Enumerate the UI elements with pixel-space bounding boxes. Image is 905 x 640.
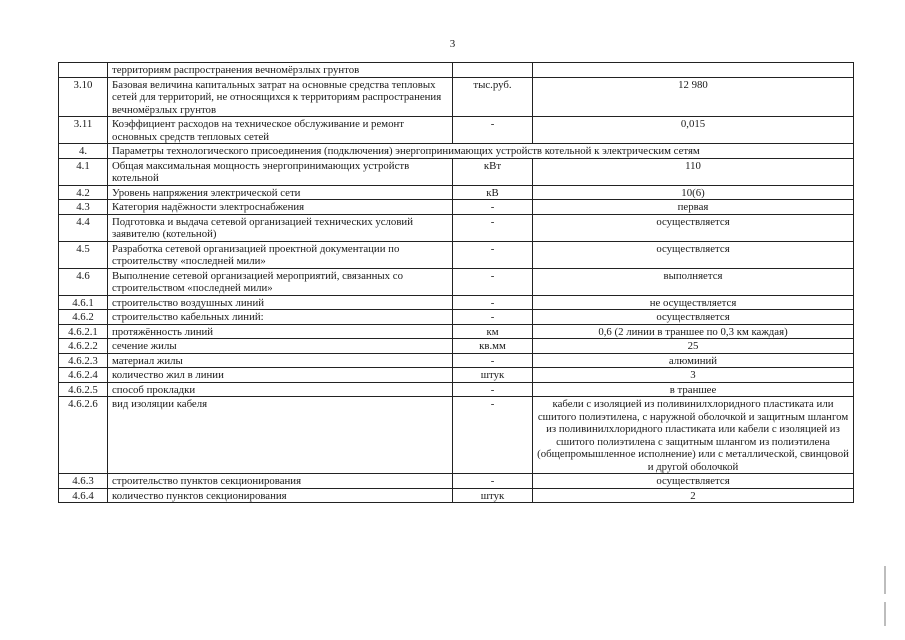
parameter-name-cell: Подготовка и выдача сетевой организацией технических условий заявителю (котельной) [108,214,453,241]
value-cell: выполняется [533,268,854,295]
row-number-cell: 4. [59,144,108,159]
table-row [59,158,854,185]
row-number-cell: 4.6.2.3 [59,353,108,368]
row-number-cell: 4.6.2.6 [59,397,108,474]
parameter-name-cell: строительство кабельных линий: [108,310,453,325]
value-cell [533,63,854,78]
row-number-cell [59,63,108,78]
value-cell: не осуществляется [533,295,854,310]
table-row [59,353,854,368]
row-number-cell: 4.6.2.5 [59,382,108,397]
table-row [59,295,854,310]
table-row [59,488,854,503]
value-cell: алюминий [533,353,854,368]
unit-cell: - [453,117,533,144]
value-cell: 12 980 [533,77,854,117]
table-row [59,185,854,200]
parameter-name-cell: сечение жилы [108,339,453,354]
parameter-name-cell: Категория надёжности электроснабжения [108,200,453,215]
parameter-name-cell: Базовая величина капитальных затрат на основные средства тепловых сетей для территорий, не относящихся к территориям распространения вечномёрзлых грунтов [108,77,453,117]
unit-cell: - [453,382,533,397]
parameter-name-cell: вид изоляции кабеля [108,397,453,474]
unit-cell: км [453,324,533,339]
table-row [59,214,854,241]
value-cell: 110 [533,158,854,185]
unit-cell [453,63,533,78]
unit-cell: - [453,295,533,310]
row-number-cell: 4.6.2.4 [59,368,108,383]
parameter-name-cell: материал жилы [108,353,453,368]
parameter-name-cell: способ прокладки [108,382,453,397]
parameter-name-cell: Разработка сетевой организацией проектной документации по строительству «последней мили» [108,241,453,268]
table-row [59,382,854,397]
row-number-cell: 4.6.2.2 [59,339,108,354]
parameter-name-cell: Выполнение сетевой организацией мероприятий, связанных со строительством «последней мили» [108,268,453,295]
table-row [59,324,854,339]
value-cell: первая [533,200,854,215]
row-number-cell: 4.6.2 [59,310,108,325]
unit-cell: - [453,241,533,268]
unit-cell: - [453,474,533,489]
table-row [59,268,854,295]
row-number-cell: 3.11 [59,117,108,144]
value-cell: 0,015 [533,117,854,144]
row-number-cell: 4.6.2.1 [59,324,108,339]
value-cell: осуществляется [533,474,854,489]
row-number-cell: 4.6.4 [59,488,108,503]
row-number-cell: 4.5 [59,241,108,268]
unit-cell: - [453,397,533,474]
table-row [59,241,854,268]
table-row [59,144,854,159]
row-number-cell: 4.3 [59,200,108,215]
unit-cell: - [453,214,533,241]
parameter-name-cell: Уровень напряжения электрической сети [108,185,453,200]
row-number-cell: 4.2 [59,185,108,200]
unit-cell: - [453,310,533,325]
unit-cell: тыс.руб. [453,77,533,117]
unit-cell: штук [453,368,533,383]
value-cell: кабели с изоляцией из поливинилхлоридного пластиката или сшитого полиэтилена, с наружной оболочкой и защитным шлангом из поливинилхлоридного пластиката или кабели с изоляцией из сшитого полиэтилена с защитным шлангом из полиэтилена (общепромышленное исполнение) или с металлической, свинцовой и другой оболочкой [533,397,854,474]
table-row [59,310,854,325]
table-row [59,474,854,489]
parameters-table-body [59,63,854,503]
parameter-name-cell: количество пунктов секционирования [108,488,453,503]
unit-cell: штук [453,488,533,503]
value-cell: 2 [533,488,854,503]
parameter-name-cell: территориям распространения вечномёрзлых грунтов [108,63,453,78]
value-cell: 0,6 (2 линии в траншее по 0,3 км каждая) [533,324,854,339]
value-cell: 10(6) [533,185,854,200]
row-number-cell: 4.1 [59,158,108,185]
value-cell: осуществляется [533,241,854,268]
table-row [59,77,854,117]
parameter-name-cell: Общая максимальная мощность энергопринимающих устройств котельной [108,158,453,185]
unit-cell: - [453,353,533,368]
parameter-name-cell: Коэффициент расходов на техническое обслуживание и ремонт основных средств тепловых сетей [108,117,453,144]
table-row [59,368,854,383]
parameter-name-cell: строительство воздушных линий [108,295,453,310]
parameters-table [58,62,854,503]
row-number-cell: 4.6.3 [59,474,108,489]
unit-cell: кВ [453,185,533,200]
unit-cell: кВт [453,158,533,185]
parameter-name-cell: строительство пунктов секционирования [108,474,453,489]
scan-edge-mark [884,602,886,626]
parameter-name-cell: количество жил в линии [108,368,453,383]
row-number-cell: 4.4 [59,214,108,241]
value-cell: 3 [533,368,854,383]
table-row [59,339,854,354]
value-cell: 25 [533,339,854,354]
table-row [59,397,854,474]
row-number-cell: 3.10 [59,77,108,117]
page-number: 3 [449,38,456,50]
row-number-cell: 4.6.1 [59,295,108,310]
value-cell: в траншее [533,382,854,397]
scan-edge-mark [884,566,886,594]
section-heading-cell: Параметры технологического присоединения (подключения) энергопринимающих устройств котельной к электрическим сетям [108,144,854,159]
unit-cell: кв.мм [453,339,533,354]
table-row [59,63,854,78]
row-number-cell: 4.6 [59,268,108,295]
table-row [59,200,854,215]
value-cell: осуществляется [533,310,854,325]
unit-cell: - [453,200,533,215]
unit-cell: - [453,268,533,295]
value-cell: осуществляется [533,214,854,241]
parameter-name-cell: протяжённость линий [108,324,453,339]
table-row [59,117,854,144]
